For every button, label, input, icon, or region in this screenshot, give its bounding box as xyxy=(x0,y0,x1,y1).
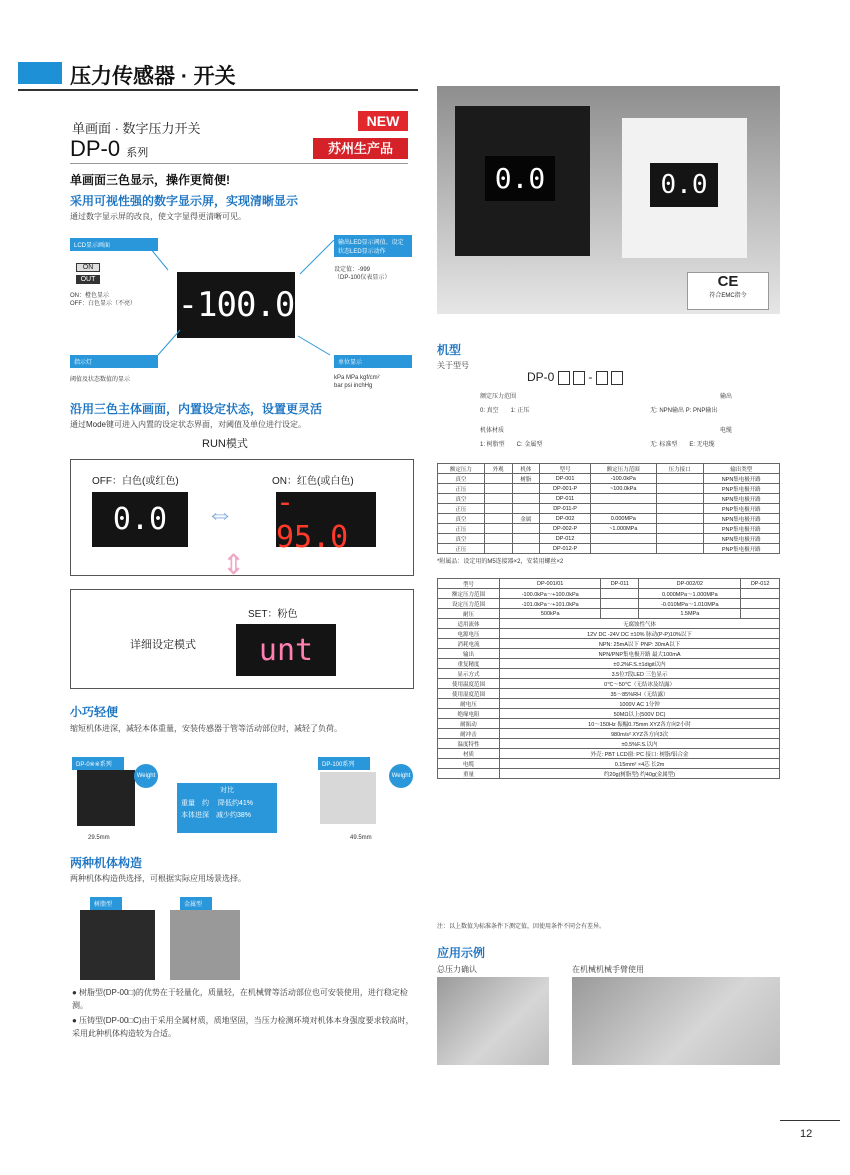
compare-box xyxy=(177,783,277,833)
table-cell: 电源电压 xyxy=(438,629,500,639)
table-cell: 耐压 xyxy=(438,609,500,619)
table-cell xyxy=(601,599,639,609)
table-cell: PNP集电极开路 xyxy=(703,484,779,494)
compact-desc: 缩短机体进深，减轻本体重量，安装传感器于管等活动部位时，减轻了负荷。 xyxy=(70,724,342,733)
bullet-resin: ● 树脂型(DP-00□)的优势在于轻量化，质量轻，在机械臂等活动部位也可安装使用，进行稳定检测。 xyxy=(72,988,408,1010)
table-cell xyxy=(512,544,540,554)
code-prefix: DP-0 xyxy=(527,370,555,384)
table-cell: 1.5MPa xyxy=(639,609,741,619)
page-number: 12 xyxy=(800,1128,813,1140)
model-table xyxy=(437,463,780,554)
table-cell: DP-012-P xyxy=(540,544,591,554)
table-cell: 耐振动 xyxy=(438,719,500,729)
table-cell: 12V DC -24V DC ±10% 脉动(P-P)10%以下 xyxy=(500,629,780,639)
model-th: 输出类型 xyxy=(703,464,779,474)
body-label: 机体材质 xyxy=(480,428,505,434)
range-options: 0: 真空 1: 正压 xyxy=(480,408,530,414)
table-cell xyxy=(484,474,512,484)
table-row xyxy=(438,534,780,544)
table-row xyxy=(438,609,780,619)
set-label: SET：粉色 xyxy=(248,609,298,620)
indicator-desc: 阈值及状态数值的显示 xyxy=(70,377,131,383)
metal-tag: 金属型 xyxy=(180,897,212,910)
black-sensor xyxy=(455,106,590,256)
table-cell: NPN集电极开路 xyxy=(703,514,779,524)
table-cell: DP-012 xyxy=(540,534,591,544)
output-led-callout: 输出LED显示阈值、设定状态LED显示动作 xyxy=(334,235,412,257)
lcd-callout: LCD显示画面 xyxy=(70,238,158,251)
table-cell: ±0.2%F.S.±1digit以内 xyxy=(500,659,780,669)
bullet-metal: ● 压铸型(DP-00□C)由于采用全属材质，质地坚固，当压力检测环境对机体本身强度要求较高时，采用此种机体构造较为合适。 xyxy=(72,1016,414,1038)
table-cell: NPN/PNP集电极开路 最大100mA xyxy=(500,649,780,659)
table-row xyxy=(438,504,780,514)
table-cell: PNP集电极开路 xyxy=(703,504,779,514)
table-cell: 3.5位7段LED 三色显示 xyxy=(500,669,780,679)
table-cell xyxy=(484,514,512,524)
weight-badge-right: Weight xyxy=(389,764,413,788)
dp0-tag: DP-0※※系列 xyxy=(72,757,124,770)
table-cell xyxy=(656,504,703,514)
application-1-label: 总压力确认 xyxy=(437,965,477,974)
off-display: 0.0 xyxy=(92,492,188,547)
table-cell: 约20g(树脂型) 约40g(金属型) xyxy=(500,769,780,779)
on-off-desc: ON：橙色显示 OFF：白色显示（不亮） xyxy=(70,293,136,307)
table-row xyxy=(438,709,780,719)
table-cell: DP-011-P xyxy=(540,504,591,514)
table-row xyxy=(438,599,780,609)
table-cell: PNP集电极开路 xyxy=(703,544,779,554)
features-headline: 单画面三色显示，操作更简便! xyxy=(70,173,230,187)
table-row xyxy=(438,689,780,699)
feature1-title: 采用可视性强的数字显示屏，实现清晰显示 xyxy=(70,194,299,208)
table-row xyxy=(438,494,780,504)
table-cell xyxy=(484,504,512,514)
cable-label: 电缆 xyxy=(720,428,733,434)
model-series: 系列 xyxy=(126,147,149,159)
code-box-2 xyxy=(573,371,585,385)
table-cell: 真空 xyxy=(438,474,485,484)
table-cell: 无腐蚀性气体 xyxy=(500,619,780,629)
table-cell xyxy=(484,494,512,504)
table-row xyxy=(438,589,780,599)
table-cell: DP-002/02 xyxy=(639,579,741,589)
applications-title: 应用示例 xyxy=(437,946,486,960)
table-cell: DP-012 xyxy=(741,579,780,589)
spec-table-note: 注：以上数值为标准条件下测定值，因使用条件不同会有差异。 xyxy=(437,924,606,930)
table-cell xyxy=(512,484,540,494)
unit-desc: kPa MPa kgf/cm² bar psi inchHg xyxy=(334,375,380,389)
set-display: unt xyxy=(236,624,336,676)
table-cell xyxy=(741,609,780,619)
table-cell xyxy=(590,544,656,554)
unit-callout: 单位显示 xyxy=(334,355,412,368)
table-cell: 重量 xyxy=(438,769,500,779)
setpoint-note: 设定值：-999 （DP-100仪表显示） xyxy=(334,267,391,281)
table-cell: 适用流体 xyxy=(438,619,500,629)
table-cell: NPN: 25mA以下 PNP: 30mA以下 xyxy=(500,639,780,649)
table-cell: 显示方式 xyxy=(438,669,500,679)
table-cell: PNP集电极开路 xyxy=(703,524,779,534)
table-cell: 重复精度 xyxy=(438,659,500,669)
weight-badge-left: Weight xyxy=(134,764,158,788)
dp0-photo xyxy=(77,770,135,826)
metal-body-photo xyxy=(170,910,240,980)
cable-options: 无: 标准型 E: 无电缆 xyxy=(650,442,715,448)
vertical-arrow-icon: ⇕ xyxy=(222,549,246,580)
table-cell: 绝缘电阻 xyxy=(438,709,500,719)
model-title: 机型 xyxy=(437,343,462,357)
output-label: 输出 xyxy=(720,394,733,400)
table-cell: DP-001-P xyxy=(540,484,591,494)
table-cell: ±0.5%F.S.以内 xyxy=(500,739,780,749)
table-cell: DP-001/01 xyxy=(500,579,601,589)
table-cell: 真空 xyxy=(438,494,485,504)
double-arrow-icon: ⇔ xyxy=(206,498,234,529)
table-row xyxy=(438,719,780,729)
table-row xyxy=(438,659,780,669)
table-cell: -100.0kPa xyxy=(590,474,656,484)
model-subtitle: 关于型号 xyxy=(437,361,469,370)
table-cell xyxy=(741,599,780,609)
table-cell: 10～150Hz 振幅0.75mm XYZ各方向2小时 xyxy=(500,719,780,729)
table-cell xyxy=(512,524,540,534)
output-options: 无: NPN输出 P: PNP输出 xyxy=(650,408,718,414)
on-label: ON：红色(或白色) xyxy=(272,476,354,487)
table-cell: 0.000MPa xyxy=(590,514,656,524)
detail-label: 详细设定模式 xyxy=(130,639,196,651)
table-cell: 980m/s² XYZ各方向3次 xyxy=(500,729,780,739)
model-th: 额定压力范围 xyxy=(590,464,656,474)
table-cell: 树脂 xyxy=(512,474,540,484)
spec-table xyxy=(437,578,780,779)
title-divider xyxy=(18,89,418,91)
table-cell xyxy=(601,609,639,619)
model-table-header xyxy=(438,464,780,474)
table-row xyxy=(438,524,780,534)
body-types-desc: 两种机体构造供选择，可根据实际应用场景选择。 xyxy=(70,874,246,883)
table-cell: DP-011 xyxy=(601,579,639,589)
table-cell: 500kPa xyxy=(500,609,601,619)
table-cell: 正压 xyxy=(438,544,485,554)
table-cell xyxy=(512,494,540,504)
model-code-line xyxy=(527,370,623,385)
ce-caption: 符合EMC指令 xyxy=(709,293,747,299)
table-cell: 正压 xyxy=(438,484,485,494)
model-th: 额定压力 xyxy=(438,464,485,474)
feature2-desc: 通过Mode键可进入内置的设定状态界面，对阈值及单位进行设定。 xyxy=(70,420,307,429)
table-row xyxy=(438,679,780,689)
model-th: 型号 xyxy=(540,464,591,474)
table-cell: 设定压力范围 xyxy=(438,599,500,609)
table-cell xyxy=(512,534,540,544)
table-cell xyxy=(484,524,512,534)
model-th: 机体 xyxy=(512,464,540,474)
table-cell xyxy=(656,524,703,534)
table-cell: 50MΩ以上(500V DC) xyxy=(500,709,780,719)
table-row xyxy=(438,514,780,524)
table-cell: NPN集电极开路 xyxy=(703,494,779,504)
table-cell: 35～85%RH（无结露） xyxy=(500,689,780,699)
application-2-label: 在机械机械手臂使用 xyxy=(572,965,644,974)
table-cell: DP-002 xyxy=(540,514,591,524)
table-row xyxy=(438,759,780,769)
table-row xyxy=(438,699,780,709)
subtitle-divider xyxy=(70,163,408,164)
table-cell xyxy=(484,544,512,554)
table-cell: ~1.000MPa xyxy=(590,524,656,534)
compare-head: 对比 xyxy=(220,787,234,794)
run-mode-title: RUN模式 xyxy=(202,438,248,450)
table-cell xyxy=(590,534,656,544)
table-cell: 0.15mm² ×4芯 长2m xyxy=(500,759,780,769)
table-row xyxy=(438,474,780,484)
table-cell: 金属 xyxy=(512,514,540,524)
table-cell: 温度特性 xyxy=(438,739,500,749)
table-cell: 耐冲击 xyxy=(438,729,500,739)
body-types-title: 两种机体构造 xyxy=(70,856,143,870)
page-title: 压力传感器 · 开关 xyxy=(70,65,236,88)
table-cell: 输出 xyxy=(438,649,500,659)
callout-lines xyxy=(150,240,350,360)
table-cell xyxy=(741,589,780,599)
table-row xyxy=(438,639,780,649)
table-cell: NPN集电极开路 xyxy=(703,534,779,544)
footer-rule xyxy=(780,1120,840,1121)
table-cell: ~100.0kPa xyxy=(590,484,656,494)
white-sensor xyxy=(622,118,747,258)
table-row xyxy=(438,579,780,589)
application-1-photo xyxy=(437,977,549,1065)
feature1-desc: 通过数字显示屏的改良，使文字显得更清晰可见。 xyxy=(70,212,246,221)
table-cell: 真空 xyxy=(438,514,485,524)
table-cell: 1000V AC 1分钟 xyxy=(500,699,780,709)
table-row xyxy=(438,749,780,759)
table-cell: NPN集电极开路 xyxy=(703,474,779,484)
table-row xyxy=(438,629,780,639)
table-row xyxy=(438,729,780,739)
table-cell: 型号 xyxy=(438,579,500,589)
dim-left: 29.5mm xyxy=(88,835,110,841)
code-sep: - xyxy=(588,370,593,384)
table-cell xyxy=(484,484,512,494)
table-cell: 真空 xyxy=(438,534,485,544)
on-indicator: ON xyxy=(76,263,100,272)
table-cell: DP-002-P xyxy=(540,524,591,534)
table-cell xyxy=(656,474,703,484)
table-cell: -0.010MPa～1.010MPa xyxy=(639,599,741,609)
dim-right: 49.5mm xyxy=(350,835,372,841)
compare-depth: 本体进深 减少约38% xyxy=(181,812,252,819)
out-indicator: OUT xyxy=(76,275,100,284)
model-table-note: *附属品：设定用的M5连接器×2，安装用螺丝×2 xyxy=(437,559,564,565)
code-box-3 xyxy=(596,371,608,385)
table-cell xyxy=(601,589,639,599)
dp100-tag: DP-100系列 xyxy=(318,757,370,770)
table-cell: 材质 xyxy=(438,749,500,759)
compare-weight: 重量 约 降低约41% xyxy=(181,800,253,807)
header-accent-bar xyxy=(18,62,62,84)
table-cell: 耐电压 xyxy=(438,699,500,709)
table-cell xyxy=(656,514,703,524)
lcd-screen: -100.0 xyxy=(177,272,295,338)
table-cell xyxy=(656,484,703,494)
table-cell: 使用湿度范围 xyxy=(438,689,500,699)
table-cell: 使用温度范围 xyxy=(438,679,500,689)
black-sensor-display: 0.0 xyxy=(485,156,555,201)
table-cell xyxy=(656,544,703,554)
table-row xyxy=(438,649,780,659)
model-code: DP-0 xyxy=(70,136,121,161)
table-cell: 电缆 xyxy=(438,759,500,769)
dp100-photo xyxy=(320,772,376,824)
table-cell: 正压 xyxy=(438,504,485,514)
compact-title: 小巧轻便 xyxy=(70,705,119,719)
table-cell: 外壳: PBT LCD窗: PC 接口: 树脂/铝合金 xyxy=(500,749,780,759)
ce-box xyxy=(687,272,769,310)
table-cell xyxy=(656,494,703,504)
product-photo xyxy=(437,86,780,314)
model-th: 压力接口 xyxy=(656,464,703,474)
table-cell: DP-001 xyxy=(540,474,591,484)
body-options: 1: 树脂型 C: 金属型 xyxy=(480,442,543,448)
table-cell: 额定压力范围 xyxy=(438,589,500,599)
ce-mark: CE xyxy=(717,273,739,290)
table-cell: 0℃～50℃（无结冰及结露） xyxy=(500,679,780,689)
application-2-photo xyxy=(572,977,780,1065)
table-cell: -100.0kPa～+100.0kPa xyxy=(500,589,601,599)
table-row xyxy=(438,484,780,494)
code-box-4 xyxy=(611,371,623,385)
table-cell xyxy=(590,494,656,504)
off-label: OFF：白色(或红色) xyxy=(92,476,179,487)
table-cell xyxy=(656,534,703,544)
table-cell: -101.0kPa～+101.0kPa xyxy=(500,599,601,609)
suzhou-badge: 苏州生产品 xyxy=(313,138,408,159)
table-row xyxy=(438,544,780,554)
table-row xyxy=(438,669,780,679)
table-cell xyxy=(484,534,512,544)
resin-body-photo xyxy=(80,910,155,980)
new-badge: NEW xyxy=(358,111,408,131)
feature2-title: 沿用三色主体画面，内置设定状态，设置更灵活 xyxy=(70,402,323,416)
range-label: 额定压力范围 xyxy=(480,394,517,400)
resin-tag: 树脂型 xyxy=(90,897,122,910)
table-cell xyxy=(512,504,540,514)
table-row xyxy=(438,769,780,779)
table-row xyxy=(438,739,780,749)
product-model xyxy=(70,136,148,162)
table-cell: DP-011 xyxy=(540,494,591,504)
indicator-callout: 指示灯 xyxy=(70,355,158,368)
code-box-1 xyxy=(558,371,570,385)
white-sensor-display: 0.0 xyxy=(650,163,718,207)
on-display: - 95.0 xyxy=(276,492,376,547)
model-th: 外观 xyxy=(484,464,512,474)
table-cell: 消耗电流 xyxy=(438,639,500,649)
table-cell: 正压 xyxy=(438,524,485,534)
product-subtitle: 单画面 · 数字压力开关 xyxy=(72,121,201,136)
table-row xyxy=(438,619,780,629)
table-cell: 0.000MPa～1.000MPa xyxy=(639,589,741,599)
table-cell xyxy=(590,504,656,514)
